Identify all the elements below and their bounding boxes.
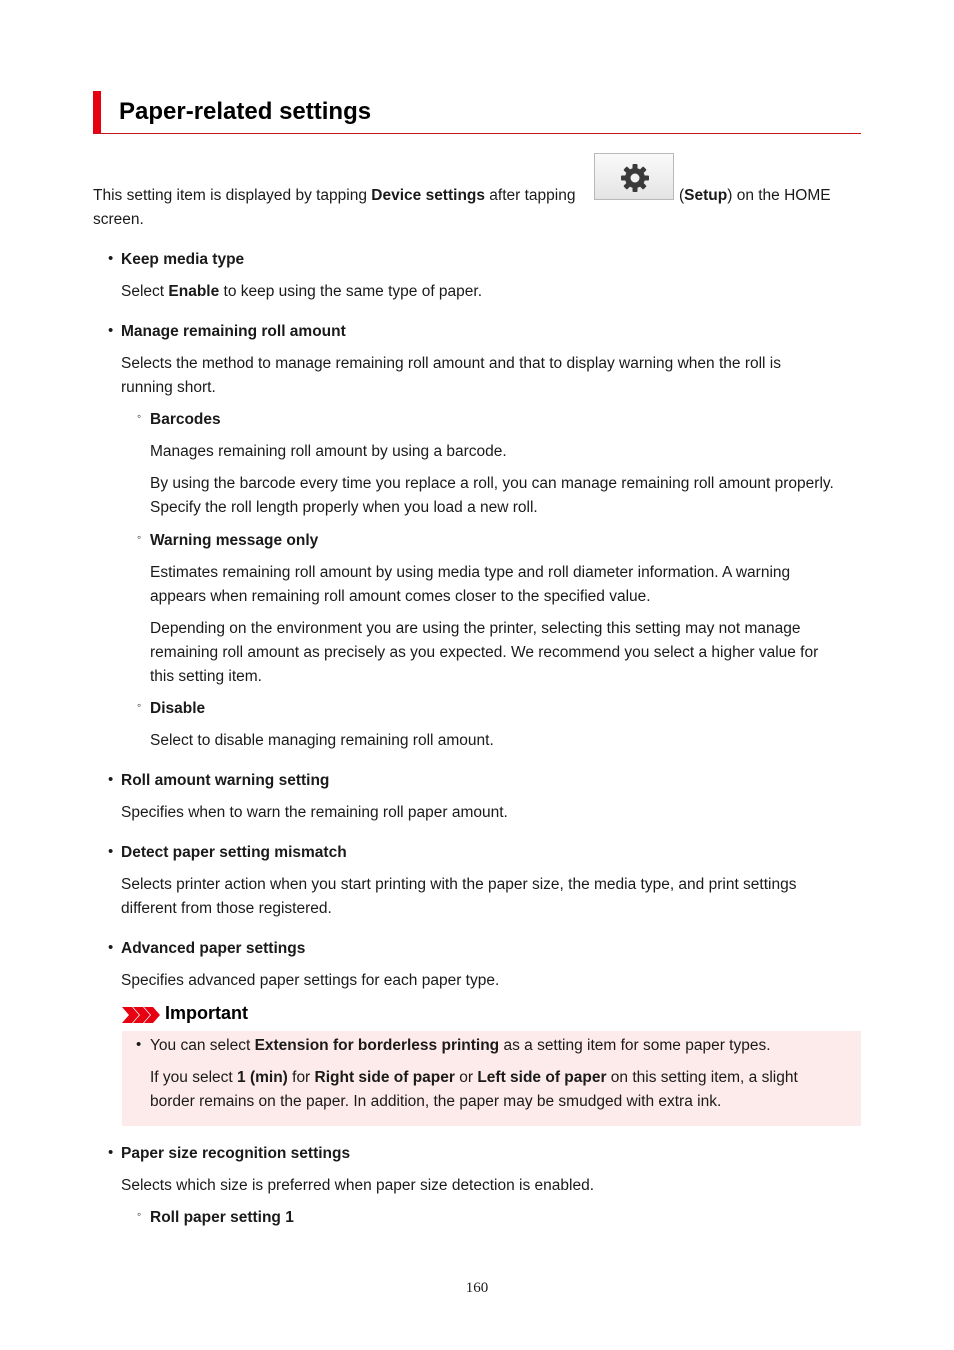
sub-bullet: ◦ — [137, 1207, 142, 1221]
important-label: Important — [165, 1003, 248, 1023]
gear-icon — [620, 163, 650, 193]
barcodes-desc-2: By using the barcode every time you replace a roll, you can manage remaining roll amount properly. — [150, 475, 834, 492]
roll-warning-desc: Specifies when to warn the remaining roll paper amount. — [121, 804, 508, 821]
bullet: • — [108, 771, 114, 788]
right-side-term: Right side of paper — [314, 1069, 455, 1086]
sub-bullet: ◦ — [137, 698, 142, 712]
bullet: • — [108, 250, 114, 267]
mismatch-desc-2: different from those registered. — [121, 900, 332, 917]
sub-bullet: ◦ — [137, 530, 142, 544]
device-settings-term: Device settings — [371, 187, 485, 204]
intro-text: after tapping — [485, 187, 576, 204]
sub-item-barcodes: Barcodes — [150, 411, 221, 428]
text: If you select — [150, 1069, 238, 1086]
bullet: • — [108, 322, 114, 339]
important-line-2 — [150, 1066, 798, 1090]
text: Select — [121, 283, 169, 300]
bullet: • — [108, 939, 114, 956]
warning-desc-3: Depending on the environment you are using the printer, selecting this setting may not manage — [150, 620, 801, 637]
text: to keep using the same type of paper. — [219, 283, 483, 300]
setup-term: Setup — [684, 187, 728, 204]
setup-button-image — [594, 153, 674, 200]
sub-item-warning-message: Warning message only — [150, 532, 319, 549]
intro-text: ( — [679, 187, 685, 204]
intro-line-1 — [93, 184, 575, 208]
intro-text: ) on the HOME — [727, 187, 831, 204]
text: or — [454, 1069, 478, 1086]
warning-desc-4: remaining roll amount as precisely as you expected. We recommend you select a higher value for — [150, 644, 819, 661]
bullet: • — [108, 1144, 114, 1161]
manage-desc-1: Selects the method to manage remaining roll amount and that to display warning when the roll is — [121, 355, 781, 372]
item-roll-warning: Roll amount warning setting — [121, 772, 330, 789]
item-size-recognition: Paper size recognition settings — [121, 1145, 351, 1162]
intro-text: This setting item is displayed by tapping — [93, 187, 372, 204]
section-heading — [93, 91, 861, 134]
warning-desc-1: Estimates remaining roll amount by using media type and roll diameter information. A warning — [150, 564, 791, 581]
bullet: • — [108, 843, 114, 860]
sub-item-disable: Disable — [150, 700, 206, 717]
text: as a setting item for some paper types. — [499, 1037, 771, 1054]
sub-bullet: ◦ — [137, 409, 142, 423]
item-manage-roll: Manage remaining roll amount — [121, 323, 346, 340]
warning-desc-2: appears when remaining roll amount comes closer to the specified value. — [150, 588, 651, 605]
important-chevrons-icon — [122, 1007, 160, 1023]
left-side-term: Left side of paper — [477, 1069, 607, 1086]
min-term: 1 (min) — [237, 1069, 288, 1086]
mismatch-desc-1: Selects printer action when you start printing with the paper size, the media type, and print settings — [121, 876, 797, 893]
item-detect-mismatch: Detect paper setting mismatch — [121, 844, 347, 861]
item-advanced: Advanced paper settings — [121, 940, 306, 957]
item-keep-desc — [121, 280, 482, 304]
enable-term: Enable — [168, 283, 220, 300]
text: for — [287, 1069, 315, 1086]
intro-line-2: screen. — [93, 211, 144, 228]
barcodes-desc-1: Manages remaining roll amount by using a barcode. — [150, 443, 507, 460]
important-line-1 — [150, 1034, 771, 1058]
intro-line-1-end — [679, 184, 831, 208]
text: You can select — [150, 1037, 255, 1054]
item-keep-media-type: Keep media type — [121, 251, 245, 268]
heading-accent-bar — [93, 91, 101, 133]
page-title: Paper-related settings — [119, 98, 372, 125]
bullet: • — [136, 1036, 142, 1053]
text: on this setting item, a slight — [606, 1069, 798, 1086]
warning-desc-5: this setting item. — [150, 668, 262, 685]
manage-desc-2: running short. — [121, 379, 216, 396]
barcodes-desc-3: Specify the roll length properly when you load a new roll. — [150, 499, 538, 516]
page-number: 160 — [465, 1280, 489, 1296]
important-line-3: border remains on the paper. In addition, the paper may be smudged with extra ink. — [150, 1093, 722, 1110]
disable-desc: Select to disable managing remaining roll amount. — [150, 732, 494, 749]
advanced-desc: Specifies advanced paper settings for each paper type. — [121, 972, 500, 989]
borderless-term: Extension for borderless printing — [254, 1037, 500, 1054]
size-recognition-desc: Selects which size is preferred when paper size detection is enabled. — [121, 1177, 595, 1194]
sub-item-roll-paper-setting-1: Roll paper setting 1 — [150, 1209, 294, 1226]
